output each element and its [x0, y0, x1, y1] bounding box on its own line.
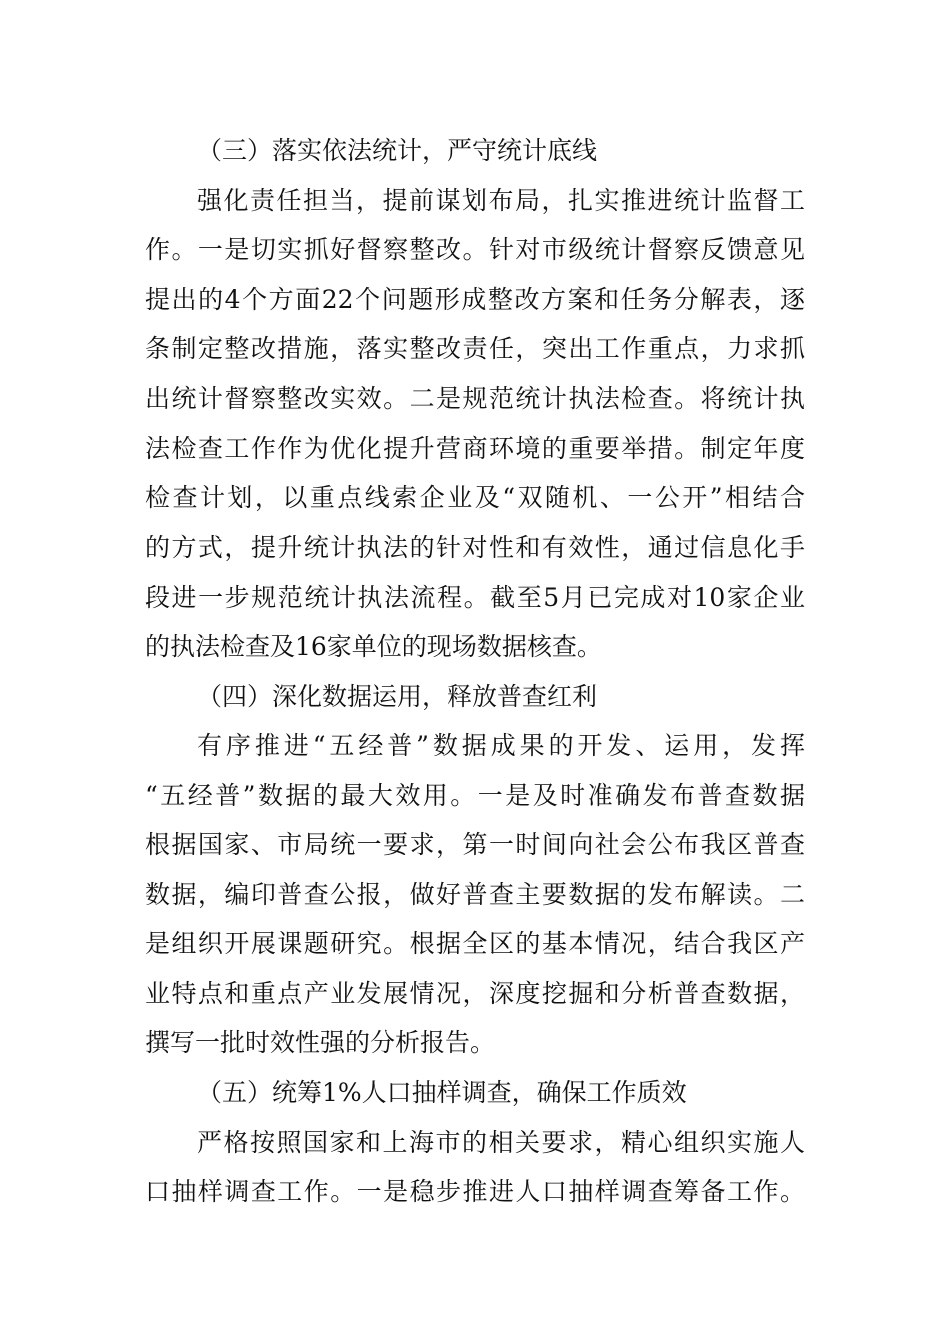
paragraph-line: 的执法检查及16家单位的现场数据核查。 [145, 632, 602, 661]
paragraph-line: 撰写一批时效性强的分析报告。 [145, 1028, 496, 1057]
paragraph-line: 强化责任担当，提前谋划布局，扎实推进统计监督工 [197, 186, 805, 215]
paragraph-line: 条制定整改措施，落实整改责任，突出工作重点，力求抓 [145, 334, 805, 363]
paragraph-line: “五经普”数据的最大效用。一是及时准确发布普查数据 [145, 781, 805, 810]
section-heading-3: （三）落实依法统计，严守统计底线 [197, 136, 598, 165]
paragraph-line: 有序推进“五经普”数据成果的开发、运用，发挥 [197, 731, 805, 760]
paragraph-line: 的方式，提升统计执法的针对性和有效性，通过信息化手 [145, 533, 805, 562]
paragraph-line: 根据国家、市局统一要求，第一时间向社会公布我区普查 [145, 830, 805, 859]
section-heading-4: （四）深化数据运用，释放普查红利 [197, 682, 598, 711]
section-heading-5: （五）统筹1%人口抽样调查，确保工作质效 [197, 1078, 687, 1107]
paragraph-line: 提出的4个方面22个问题形成整改方案和任务分解表，逐 [145, 285, 805, 314]
paragraph-line: 段进一步规范统计执法流程。截至5月已完成对10家企业 [145, 583, 805, 612]
paragraph-line: 检查计划，以重点线索企业及“双随机、一公开”相结合 [145, 483, 805, 512]
paragraph-line: 口抽样调查工作。一是稳步推进人口抽样调查筹备工作。 [145, 1177, 805, 1206]
paragraph-line: 数据，编印普查公报，做好普查主要数据的发布解读。二 [145, 880, 805, 909]
paragraph-line: 业特点和重点产业发展情况，深度挖掘和分析普查数据， [145, 979, 805, 1008]
paragraph-line: 严格按照国家和上海市的相关要求，精心组织实施人 [197, 1128, 805, 1157]
paragraph-line: 出统计督察整改实效。二是规范统计执法检查。将统计执 [145, 384, 805, 413]
paragraph-line: 是组织开展课题研究。根据全区的基本情况，结合我区产 [145, 929, 805, 958]
paragraph-line: 作。一是切实抓好督察整改。针对市级统计督察反馈意见 [145, 235, 805, 264]
paragraph-line: 法检查工作作为优化提升营商环境的重要举措。制定年度 [145, 434, 805, 463]
